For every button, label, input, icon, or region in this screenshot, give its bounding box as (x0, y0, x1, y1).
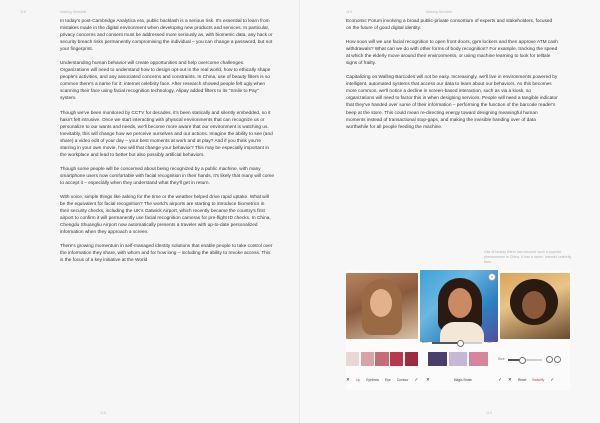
brush-size-large-icon[interactable] (554, 356, 561, 363)
close-badge-icon[interactable]: × (488, 273, 496, 281)
lip-color-swatch[interactable] (405, 352, 418, 366)
filter-swatch[interactable] (428, 352, 447, 366)
slider-right-label: Filter (485, 340, 493, 344)
left-paragraph-4: Though some people will be concerned about being recognized by a public machine, with many smartphone users now comfortable with facial recognition in their hands, it's likely that many will come to accept it – especially when they understand what they'll get in return. (60, 166, 274, 186)
right-page (300, 0, 600, 423)
close-icon[interactable]: ✕ (426, 377, 430, 382)
left-paragraph-1: In today's post-Cambridge Analytica era, public backlash is a serious risk. It's essential to learn from mistakes made in the digital environment when developing new products and services. In particular, privacy concerns and consent must be addressed more seriously as, with biometric data, any hack or security breach risks permanently compromising the individual – you can change a password, but not your fingerprint. (60, 19, 273, 53)
tab-contour[interactable]: Contour (396, 378, 409, 382)
magic-brush-label[interactable]: Magic Brush (453, 378, 473, 382)
lip-color-swatch[interactable] (390, 352, 403, 366)
close-icon[interactable]: ✕ (346, 377, 350, 382)
size-label: Size (498, 357, 505, 361)
tab-eyebrow[interactable]: Eyebrow (366, 378, 380, 382)
left-folio-bottom: 118 (100, 411, 106, 415)
confirm-icon[interactable]: ✓ (498, 377, 502, 382)
portrait-photo-3 (500, 273, 570, 339)
lip-color-swatch[interactable] (375, 352, 388, 366)
filter-slider-fill (432, 342, 460, 344)
portrait-photo-1 (346, 273, 418, 339)
left-paragraph-3: Though we've been monitored by CCTV for decades, it's been statically and silently embedded, so it hasn't felt intrusive. Once we start interacting with physical environments that can recognize us or personalize to our wants and needs, we'll become more aware that our environment is watching us. Inevitably, this will change how we perceive ourselves and our actions. Imagine the ability to see (and share) a video edit of your day – your best moments at work and at play? And if you think you're starring in your own movie, how will that change your behavior? This may be especially important in the workplace and lead to better but also possibly artificial behaviors. (60, 110, 273, 158)
left-paragraph-6: There's growing momentum in self-managed identity solutions that enable people to take control over the information they share, with whom and for how long – including the ability to revoke access. This is the focus of a key initiative at the World (60, 244, 273, 264)
filter-slider[interactable] (432, 342, 482, 344)
portrait-photo-2 (420, 270, 498, 342)
slider-left-label: Blur (422, 340, 429, 344)
left-running-head: Making Sensible (60, 10, 87, 14)
size-slider[interactable] (508, 359, 542, 361)
tab-lip[interactable]: Lip (355, 378, 361, 382)
left-paragraph-5: With voice, simple things like asking for the time or the weather helped drive rapid uptake. What will be the equivalent for facial recognition? The world's airports are starting to introduce biometrics in their security checks, including the UK's Gatwick Airport, which recently became the country's first airport to confirm it will permanently use facial recognition cameras for pre-flight ID checks. In China, Chengdu Shuangliu Airport now automatically presents a traveler with up-to-date personalized information when they approach a screen. (60, 194, 271, 236)
reset-label[interactable]: Reset (517, 378, 527, 382)
shirt-shape (440, 322, 484, 342)
right-folio-bottom: 119 (486, 411, 492, 415)
right-paragraph-2: How soon will we use facial recognition to open front doors, gym lockers and then approve ATM cash withdrawals? What can we do with other forms of body recognition? For example, tracking the speed at which the elderly move around their environments, or using machine learning to look for telltale signs of frailty. (346, 40, 558, 67)
brush-size-icon[interactable] (546, 356, 553, 363)
right-running-head: Making Sensible (426, 10, 453, 14)
right-paragraph-1: Economic Forum involving a broad public-private consortium of experts and stakeholders, focused on the future of good digital identity. (346, 19, 553, 32)
face-shape (370, 289, 392, 317)
beautify-label[interactable]: Beautify (532, 378, 545, 382)
beautify-toolbar (508, 374, 554, 386)
filter-swatch[interactable] (449, 352, 468, 366)
brush-toolbar (426, 374, 502, 386)
confirm-icon[interactable]: ✓ (414, 377, 419, 382)
face-shape (448, 288, 472, 318)
left-paragraph-2: Understanding human behavior will create opportunities and help overcome challenges. Organizations will need to understand how to design opt-out in the real world, how to ethically shape people's activities, and any associated concerns and constraints. In China, use of beauty filters is so common there's a name for it: internet celebrity face. After research showed people felt ugly when scanning their face using facial recognition technology, Alipay added filters to its "Smile to Pay" system. (60, 61, 271, 102)
filter-swatch[interactable] (469, 352, 488, 366)
filter-slider-knob[interactable] (457, 340, 464, 347)
beauty-app-mockup (346, 270, 570, 390)
close-icon[interactable]: ✕ (508, 377, 512, 382)
right-folio-top: 119 (346, 10, 352, 14)
left-folio-top: 118 (20, 10, 26, 14)
lip-color-swatch[interactable] (361, 352, 374, 366)
lip-swatch-row (346, 352, 418, 366)
face-shape (522, 291, 546, 319)
left-text-column (60, 18, 274, 271)
right-text-column (346, 18, 558, 138)
tab-eye[interactable]: Eye (385, 378, 391, 382)
confirm-icon[interactable]: ✓ (550, 377, 555, 382)
lip-color-swatch[interactable] (346, 352, 359, 366)
lip-toolbar (346, 374, 418, 386)
filter-swatch-row (428, 352, 488, 366)
figure-caption: Use of beauty filters has become such a popular phenomenon in China, it has a name: Internet celebrity face. (484, 250, 572, 265)
right-paragraph-3: Capitalizing on Walling Barcodes will not be easy. Increasingly, we'll live in environments powered by intelligent, automated systems that access our data to learn about our behaviors. As this becomes more common, we'll notice a decline in screen-based interaction, such as via a kiosk, so organizations will need to factor this in when designing services. People will need a tangible indicator that they've handed over some of their information – performing the function of the barcode reader's beep at the store. This could mean re-directing energy toward designing meaningful human moments instead of transactional stop-gaps, and making the invisible handing over of data worthwhile for all people feeding the machine. (346, 75, 558, 130)
size-slider-knob[interactable] (519, 357, 526, 364)
